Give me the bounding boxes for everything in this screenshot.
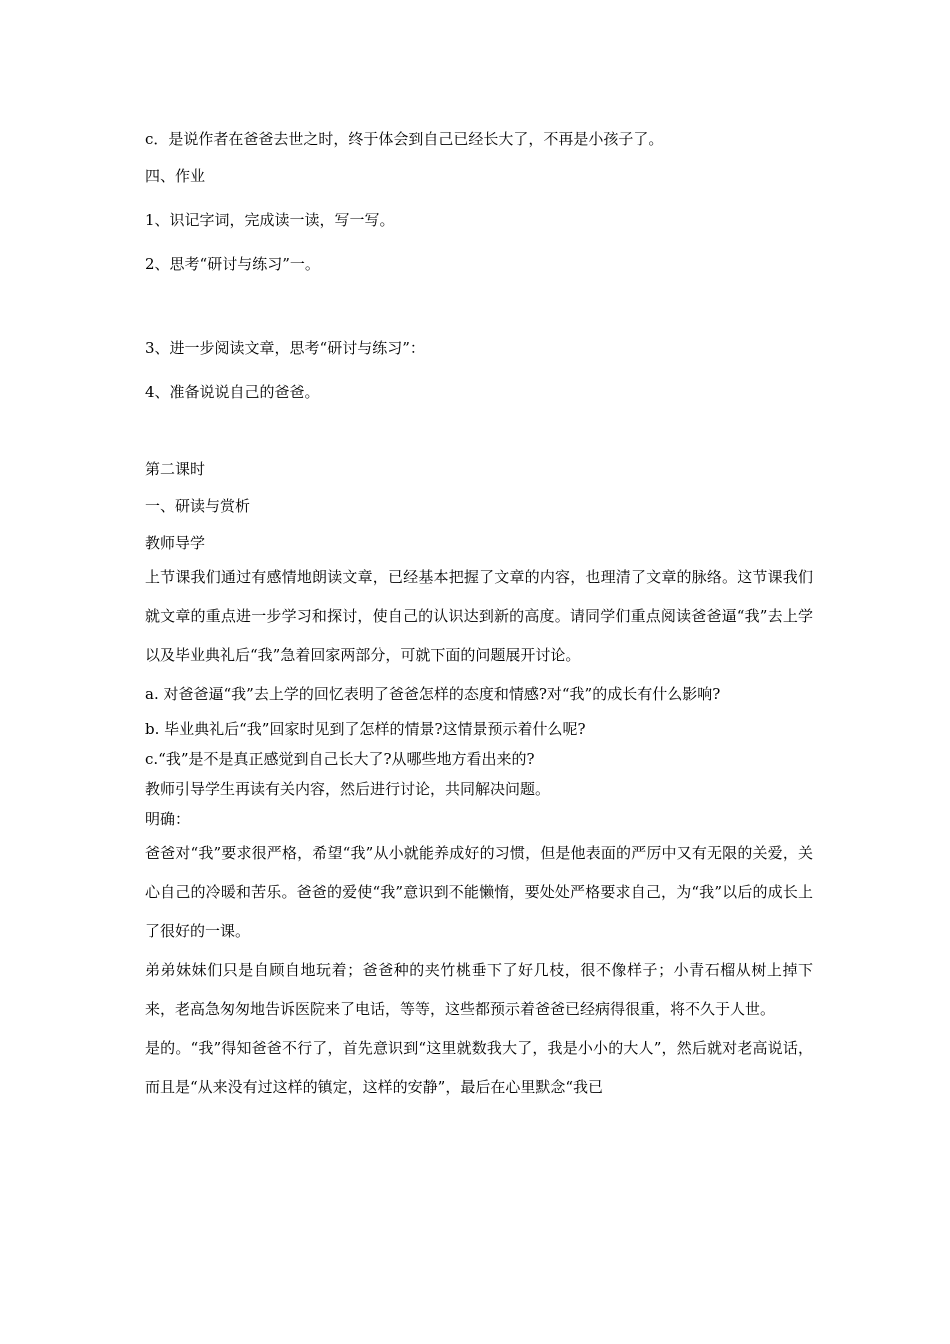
- text-line: c．是说作者在爸爸去世之时，终于体会到自己已经长大了，不再是小孩子了。: [145, 130, 664, 148]
- text-line: 2、思考“研讨与练习”一。: [145, 255, 320, 273]
- spacer: [145, 414, 813, 454]
- subheading-teacher-guide: 教师导学: [145, 534, 206, 552]
- answer-paragraph: 是的。“我”得知爸爸不行了，首先意识到“这里就数我大了，我是小小的大人”，然后就对老高说话，而且是“从来没有过这样的镇定，这样的安静”，最后在心里默念“我已: [145, 1039, 813, 1096]
- text-line: 3、进一步阅读文章，思考“研讨与练习”：: [145, 339, 425, 357]
- spacer: [145, 286, 813, 326]
- question-c: c.“我”是不是真正感觉到自己长大了?从哪些地方看出来的?: [145, 750, 535, 768]
- document-page: [145, 124, 813, 1107]
- section-heading-study: 一、研读与赏析: [145, 497, 251, 515]
- paragraph: 上节课我们通过有感情地朗读文章，已经基本把握了文章的内容，也理清了文章的脉络。这节课我们就文章的重点进一步学习和探讨，使自己的认识达到新的高度。请同学们重点阅读爸爸逼“我”去上学以及毕业典礼后“我”急着回家两部分，可就下面的问题展开讨论。: [145, 568, 813, 664]
- text-line: 4、准备说说自己的爸爸。: [145, 383, 320, 401]
- text-line: 1、识记字词，完成读一读，写一写。: [145, 211, 395, 229]
- answer-paragraph: 爸爸对“我”要求很严格，希望“我”从小就能养成好的习惯，但是他表面的严厉中又有无限的关爱，关心自己的冷暖和苦乐。爸爸的爱使“我”意识到不能懒惰，要处处严格要求自己，为“我”以后的成长上了很好的一课。: [145, 844, 813, 940]
- lesson-heading: 第二课时: [145, 460, 206, 478]
- text-line: 教师引导学生再读有关内容，然后进行讨论，共同解决问题。: [145, 780, 551, 798]
- question-b: b. 毕业典礼后“我”回家时见到了怎样的情景?这情景预示着什么呢?: [145, 720, 586, 738]
- text-line: 明确：: [145, 810, 191, 828]
- section-heading-homework: 四、作业: [145, 167, 206, 185]
- answer-paragraph: 弟弟妹妹们只是自顾自地玩着；爸爸种的夹竹桃垂下了好几枝，很不像样子；小青石榴从树上掉下来，老高急匆匆地告诉医院来了电话，等等，这些都预示着爸爸已经病得很重，将不久于人世。: [145, 961, 813, 1018]
- question-a: a. 对爸爸逼“我”去上学的回忆表明了爸爸怎样的态度和情感?对“我”的成长有什么影响?: [145, 685, 721, 703]
